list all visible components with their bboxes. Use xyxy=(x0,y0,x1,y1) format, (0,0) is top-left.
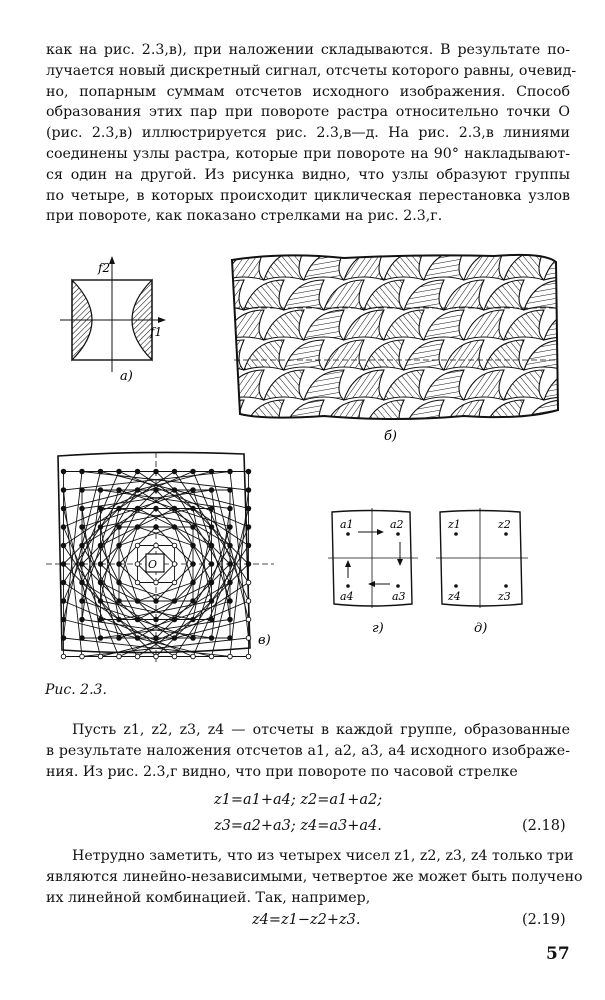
raster-node xyxy=(228,506,233,511)
raster-node xyxy=(154,469,159,474)
hatched-tile xyxy=(364,340,404,370)
raster-node xyxy=(209,525,214,530)
raster-node xyxy=(154,580,159,585)
node-label-z4: z4 xyxy=(448,590,461,603)
hatched-tile xyxy=(304,250,344,280)
raster-node xyxy=(172,636,177,641)
raster-node xyxy=(80,580,85,585)
hatched-tile xyxy=(224,310,264,340)
raster-node xyxy=(135,636,140,641)
raster-node xyxy=(98,543,103,548)
text-line: ся один на другой. Из рисунка видно, что узлы образуют группы xyxy=(46,166,570,183)
hatched-tile xyxy=(244,340,284,370)
figure-caption: Рис. 2.3. xyxy=(45,682,107,698)
hatched-tile xyxy=(544,250,564,280)
raster-node xyxy=(228,469,233,474)
text-line: лучается новый дискретный сигнал, отсчеты которого равны, очевид- xyxy=(46,62,577,79)
raster-node xyxy=(61,562,66,567)
raster-node xyxy=(80,599,85,604)
raster-node xyxy=(209,469,214,474)
raster-node xyxy=(117,525,122,530)
node-label-a3: a3 xyxy=(392,590,406,603)
raster-node xyxy=(61,636,66,641)
raster-node xyxy=(154,654,159,659)
raster-node xyxy=(172,654,177,659)
raster-node xyxy=(209,488,214,493)
hatched-tile xyxy=(484,280,524,310)
text-line: но, попарным суммам отсчетов исходного изображения. Способ xyxy=(46,83,570,100)
raster-node xyxy=(117,654,122,659)
raster-node xyxy=(80,525,85,530)
text-line: образования этих пар при повороте растра относительно точки O xyxy=(46,104,570,121)
hatched-tile xyxy=(364,400,404,430)
node-label-z3: z3 xyxy=(498,590,511,603)
raster-node xyxy=(80,617,85,622)
text-line: Пусть z1, z2, z3, z4 — отсчеты в каждой группе, образованные xyxy=(72,722,570,738)
hatched-tile xyxy=(244,280,284,310)
raster-node xyxy=(209,654,214,659)
raster-node xyxy=(209,599,214,604)
raster-node xyxy=(117,488,122,493)
text-line: ния. Из рис. 2.3,г видно, что при повороте по часовой стрелке xyxy=(46,763,518,780)
hatched-tile xyxy=(404,400,444,430)
raster-node xyxy=(80,562,85,567)
node-label-a4: a4 xyxy=(340,590,354,603)
hatched-tile xyxy=(284,340,324,370)
hatched-tile xyxy=(344,370,384,400)
hatched-tile xyxy=(304,370,344,400)
raster-node xyxy=(246,580,251,585)
node-label-z1: z1 xyxy=(448,518,461,531)
hatched-tile xyxy=(464,370,504,400)
raster-node xyxy=(61,469,66,474)
raster-node xyxy=(61,599,66,604)
paragraph-linear-dependence xyxy=(46,846,583,908)
raster-node xyxy=(191,580,196,585)
hatched-tile xyxy=(364,280,404,310)
raster-node xyxy=(172,617,177,622)
raster-node xyxy=(191,636,196,641)
raster-node xyxy=(228,562,233,567)
raster-node xyxy=(80,636,85,641)
raster-node xyxy=(191,599,196,604)
hatched-tile xyxy=(224,340,244,370)
raster-node xyxy=(246,654,251,659)
raster-tiles xyxy=(224,250,564,430)
node-label-a2: a2 xyxy=(390,518,404,531)
raster-node xyxy=(135,599,140,604)
hatched-tile xyxy=(224,370,264,400)
node-label-z2: z2 xyxy=(498,518,511,531)
raster-node xyxy=(117,599,122,604)
raster-node xyxy=(246,525,251,530)
raster-node xyxy=(172,506,177,511)
paragraph-intro xyxy=(46,40,577,227)
raster-node xyxy=(98,654,103,659)
raster-node xyxy=(228,654,233,659)
raster-node xyxy=(209,636,214,641)
hatched-tile xyxy=(504,310,544,340)
raster-node xyxy=(98,636,103,641)
figure-b-raster-texture xyxy=(224,250,564,445)
raster-node xyxy=(209,506,214,511)
raster-node xyxy=(117,469,122,474)
raster-node xyxy=(191,469,196,474)
figure-v-rotation-grid xyxy=(44,448,280,668)
raster-node xyxy=(154,506,159,511)
hatched-tile xyxy=(284,280,324,310)
hatched-tile xyxy=(384,250,424,280)
raster-node xyxy=(191,562,196,567)
raster-node xyxy=(154,525,159,530)
raster-node xyxy=(154,599,159,604)
hatched-tile xyxy=(344,310,384,340)
hatched-tile xyxy=(444,280,484,310)
raster-node xyxy=(135,543,140,548)
raster-node xyxy=(191,543,196,548)
raster-node xyxy=(246,506,251,511)
raster-node xyxy=(135,525,140,530)
text-line: их линейной комбинацией. Так, например, xyxy=(46,889,371,906)
hatched-tile xyxy=(304,310,344,340)
raster-node xyxy=(80,488,85,493)
raster-node xyxy=(209,543,214,548)
center-label-o: O xyxy=(148,558,158,571)
raster-node xyxy=(172,525,177,530)
raster-node xyxy=(61,488,66,493)
raster-node xyxy=(80,506,85,511)
node-label-a1: a1 xyxy=(340,518,354,531)
hatched-tile xyxy=(424,370,464,400)
text-line: (рис. 2.3,в) иллюстрируется рис. 2.3,в—д. На рис. 2.3,в линиями xyxy=(46,125,570,142)
figure-d-label: д) xyxy=(474,621,488,636)
raster-node xyxy=(209,580,214,585)
raster-node xyxy=(191,617,196,622)
hatched-tile xyxy=(424,310,464,340)
raster-node xyxy=(135,562,140,567)
figure-a-label: а) xyxy=(120,369,133,384)
text-line: в результате наложения отсчетов a1, a2, a3, a4 исходного изображе- xyxy=(46,742,570,759)
raster-node xyxy=(135,654,140,659)
raster-node xyxy=(98,525,103,530)
hatched-tile xyxy=(264,370,304,400)
equation-2-18-line-1: z1=a1+a4; z2=a1+a2; xyxy=(214,792,383,808)
hatched-tile xyxy=(504,370,544,400)
raster-node xyxy=(246,599,251,604)
raster-node xyxy=(61,525,66,530)
raster-node xyxy=(135,617,140,622)
raster-node xyxy=(228,525,233,530)
raster-node xyxy=(246,617,251,622)
text-line: по четыре, в которых происходит циклическая перестановка узлов xyxy=(46,187,570,204)
raster-node xyxy=(228,617,233,622)
figure-v-label: в) xyxy=(258,633,271,648)
raster-node xyxy=(209,617,214,622)
raster-node xyxy=(117,636,122,641)
raster-node xyxy=(191,654,196,659)
text-line: как на рис. 2.3,в), при наложении складываются. В результате по- xyxy=(46,42,570,58)
raster-node xyxy=(117,562,122,567)
raster-node xyxy=(209,562,214,567)
figure-b-label: б) xyxy=(384,429,398,444)
raster-node xyxy=(172,562,177,567)
hatched-tile xyxy=(344,250,384,280)
hatched-tile xyxy=(264,310,304,340)
raster-node xyxy=(191,506,196,511)
raster-node xyxy=(246,636,251,641)
raster-node xyxy=(117,506,122,511)
hatched-tile xyxy=(484,400,524,430)
text-line: при повороте, как показано стрелками на рис. 2.3,г. xyxy=(46,208,443,225)
equation-number-2-18: (2.18) xyxy=(522,818,566,834)
raster-node xyxy=(246,488,251,493)
axis-label-f1: f1 xyxy=(150,325,163,339)
raster-node xyxy=(61,617,66,622)
hatched-tile xyxy=(384,310,424,340)
raster-node xyxy=(61,543,66,548)
raster-node xyxy=(117,580,122,585)
raster-node xyxy=(98,599,103,604)
raster-node xyxy=(117,543,122,548)
raster-node xyxy=(228,543,233,548)
hatched-tile xyxy=(524,280,564,310)
text-line: являются линейно-независимыми, четвертое же может быть получено xyxy=(46,868,583,885)
raster-node xyxy=(228,488,233,493)
raster-node xyxy=(228,580,233,585)
raster-node xyxy=(135,488,140,493)
raster-node xyxy=(172,580,177,585)
raster-node xyxy=(98,617,103,622)
raster-node xyxy=(246,469,251,474)
raster-node xyxy=(172,599,177,604)
raster-node xyxy=(80,654,85,659)
figure-a-diagram xyxy=(58,252,168,384)
hatched-tile xyxy=(464,310,504,340)
raster-node xyxy=(98,469,103,474)
hatched-tile xyxy=(224,250,264,280)
raster-node xyxy=(246,562,251,567)
raster-node xyxy=(246,543,251,548)
raster-node xyxy=(154,636,159,641)
raster-node xyxy=(98,562,103,567)
text-line: соединены узлы растра, которые при повороте на 90° накладывают- xyxy=(46,145,570,162)
axis-label-f2: f2 xyxy=(98,261,111,275)
hatched-tile xyxy=(324,340,364,370)
equation-2-18-line-2: z3=a2+a3; z4=a3+a4. xyxy=(214,818,382,834)
hatched-tile xyxy=(544,370,564,400)
raster-node xyxy=(98,580,103,585)
hatched-tile xyxy=(544,310,564,340)
hatched-tile xyxy=(404,340,444,370)
raster-node xyxy=(135,580,140,585)
hatched-tile xyxy=(404,280,444,310)
raster-node xyxy=(61,654,66,659)
raster-node xyxy=(135,469,140,474)
raster-node xyxy=(98,488,103,493)
paragraph-samples xyxy=(46,720,570,782)
raster-node xyxy=(135,506,140,511)
equation-2-19: z4=z1−z2+z3. xyxy=(252,912,361,928)
page-number: 57 xyxy=(546,944,570,964)
raster-node xyxy=(228,636,233,641)
raster-node xyxy=(61,580,66,585)
hatched-tile xyxy=(484,340,524,370)
raster-node xyxy=(80,543,85,548)
text-line: Нетрудно заметить, что из четырех чисел z1, z2, z3, z4 только три xyxy=(72,848,574,864)
equation-number-2-19: (2.19) xyxy=(522,912,566,928)
hatched-tile xyxy=(284,400,324,430)
hatched-tile xyxy=(444,340,484,370)
raster-node xyxy=(154,617,159,622)
raster-node xyxy=(154,488,159,493)
raster-node xyxy=(98,506,103,511)
raster-node xyxy=(154,543,159,548)
raster-node xyxy=(172,488,177,493)
raster-node xyxy=(172,469,177,474)
hatched-tile xyxy=(324,280,364,310)
raster-node xyxy=(61,506,66,511)
raster-node xyxy=(117,617,122,622)
hatched-tile xyxy=(324,400,364,430)
raster-node xyxy=(172,543,177,548)
figure-g-label: г) xyxy=(372,621,384,636)
figure-d-sum-nodes xyxy=(436,508,536,638)
raster-node xyxy=(228,599,233,604)
raster-node xyxy=(191,525,196,530)
hatched-tile xyxy=(384,370,424,400)
raster-node xyxy=(80,469,85,474)
figure-g-node-permutation xyxy=(328,508,428,638)
raster-node xyxy=(191,488,196,493)
